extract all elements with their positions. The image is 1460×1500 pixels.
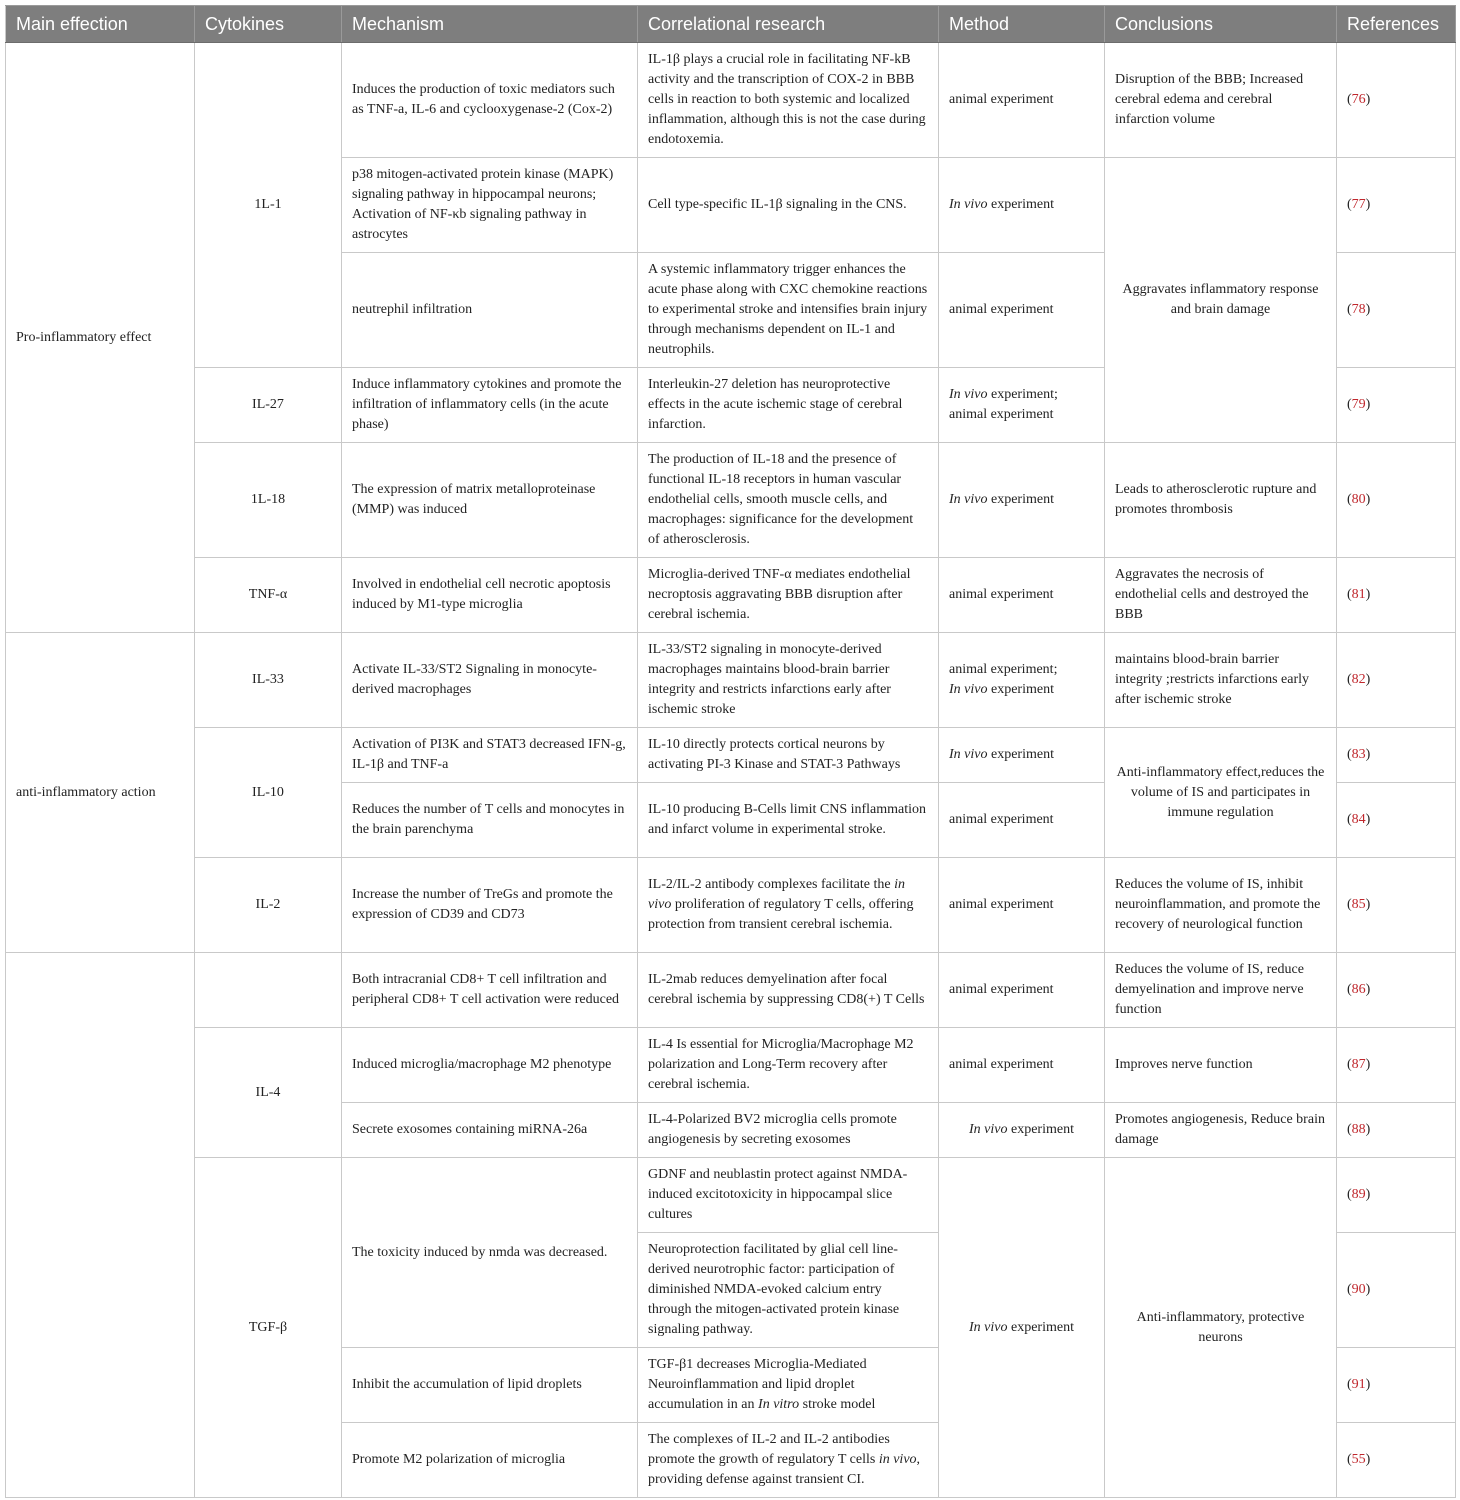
reference-link[interactable]: (81) [1337,558,1456,633]
conclusion-cell: Disruption of the BBB; Increased cerebral edema and cerebral infarction volume [1105,43,1337,158]
table-row [6,558,1456,633]
reference-link[interactable]: (90) [1337,1233,1456,1348]
reference-link[interactable]: (82) [1337,633,1456,728]
mechanism-cell: Increase the number of TreGs and promote the expression of CD39 and CD73 [342,858,638,953]
reference-link[interactable]: (55) [1337,1423,1456,1498]
reference-link[interactable]: (83) [1337,728,1456,783]
conclusion-cell: Aggravates the necrosis of endothelial cells and destroyed the BBB [1105,558,1337,633]
main-effection-cell: Pro-inflammatory effect [6,43,195,633]
mechanism-cell: Promote M2 polarization of microglia [342,1423,638,1498]
table-row [6,1158,1456,1233]
main-effection-cell [6,953,195,1498]
research-cell: Cell type-specific IL-1β signaling in the CNS. [638,158,939,253]
conclusion-cell: Promotes angiogenesis, Reduce brain damage [1105,1103,1337,1158]
cytokine-cell: 1L-18 [195,443,342,558]
reference-link[interactable]: (77) [1337,158,1456,253]
research-cell: Interleukin-27 deletion has neuroprotective effects in the acute ischemic stage of cerebral infarction. [638,368,939,443]
cytokine-cell [195,953,342,1028]
mechanism-cell: Activation of PI3K and STAT3 decreased IFN-g, IL-1β and TNF-a [342,728,638,783]
method-cell: In vivo experiment [939,728,1105,783]
reference-link[interactable]: (76) [1337,43,1456,158]
cytokine-cell: IL-4 [195,1028,342,1158]
mechanism-cell: Activate IL-33/ST2 Signaling in monocyte-derived macrophages [342,633,638,728]
table-row [6,43,1456,158]
method-cell: animal experiment; In vivo experiment [939,633,1105,728]
mechanism-cell: Both intracranial CD8+ T cell infiltration and peripheral CD8+ T cell activation were reduced [342,953,638,1028]
mechanism-cell: Induces the production of toxic mediators such as TNF-a, IL-6 and cyclooxygenase-2 (Cox-2) [342,43,638,158]
conclusion-cell: Improves nerve function [1105,1028,1337,1103]
research-cell: IL-1β plays a crucial role in facilitating NF-kB activity and the transcription of COX-2 in BBB cells in reaction to both systemic and localized inflammation, although this is not the case during endotoxemia. [638,43,939,158]
method-cell: animal experiment [939,43,1105,158]
header-cytokines: Cytokines [195,6,342,43]
reference-link[interactable]: (80) [1337,443,1456,558]
cytokine-cell: TGF-β [195,1158,342,1498]
reference-link[interactable]: (91) [1337,1348,1456,1423]
table-row [6,443,1456,558]
cytokine-table [5,5,1456,1498]
research-cell: GDNF and neublastin protect against NMDA-induced excitotoxicity in hippocampal slice cultures [638,1158,939,1233]
header-mechanism: Mechanism [342,6,638,43]
header-conclusions: Conclusions [1105,6,1337,43]
header-row [6,6,1456,43]
research-cell: IL-4-Polarized BV2 microglia cells promote angiogenesis by secreting exosomes [638,1103,939,1158]
mechanism-cell: Reduces the number of T cells and monocytes in the brain parenchyma [342,783,638,858]
conclusion-cell: maintains blood-brain barrier integrity ;restricts infarctions early after ischemic stroke [1105,633,1337,728]
reference-link[interactable]: (88) [1337,1103,1456,1158]
method-cell: In vivo experiment [939,158,1105,253]
research-cell: Neuroprotection facilitated by glial cell line-derived neurotrophic factor: participation of diminished NMDA-evoked calcium entry through the mitogen-activated protein kinase signaling pathway. [638,1233,939,1348]
method-cell: animal experiment [939,858,1105,953]
research-cell: IL-10 directly protects cortical neurons by activating PI-3 Kinase and STAT-3 Pathways [638,728,939,783]
table-row [6,858,1456,953]
research-cell: TGF-β1 decreases Microglia-Mediated Neuroinflammation and lipid droplet accumulation in an In vitro stroke model [638,1348,939,1423]
research-cell: The complexes of IL-2 and IL-2 antibodies promote the growth of regulatory T cells in vivo, providing defense against transient CI. [638,1423,939,1498]
conclusion-cell: Leads to atherosclerotic rupture and promotes thrombosis [1105,443,1337,558]
header-main-effection: Main effection [6,6,195,43]
main-effection-cell: anti-inflammatory action [6,633,195,953]
cytokine-cell: IL-10 [195,728,342,858]
method-cell: animal experiment [939,953,1105,1028]
header-correlational-research: Correlational research [638,6,939,43]
mechanism-cell: Secrete exosomes containing miRNA-26a [342,1103,638,1158]
conclusion-cell: Reduces the volume of IS, inhibit neuroinflammation, and promote the recovery of neurological function [1105,858,1337,953]
method-cell: In vivo experiment; animal experiment [939,368,1105,443]
conclusion-cell: Anti-inflammatory effect,reduces the volume of IS and participates in immune regulation [1105,728,1337,858]
research-cell: IL-2mab reduces demyelination after focal cerebral ischemia by suppressing CD8(+) T Cells [638,953,939,1028]
cytokine-cell: IL-2 [195,858,342,953]
header-method: Method [939,6,1105,43]
method-cell: animal experiment [939,783,1105,858]
method-cell: In vivo experiment [939,1158,1105,1498]
research-cell: The production of IL-18 and the presence of functional IL-18 receptors in human vascular endothelial cells, smooth muscle cells, and macrophages: significance for the development of atherosclerosis. [638,443,939,558]
conclusion-cell: Aggravates inflammatory response and brain damage [1105,158,1337,443]
method-cell: animal experiment [939,558,1105,633]
mechanism-cell: p38 mitogen-activated protein kinase (MAPK) signaling pathway in hippocampal neurons; Activation of NF-κb signaling pathway in astrocytes [342,158,638,253]
research-cell: Microglia-derived TNF-α mediates endothelial necroptosis aggravating BBB disruption after cerebral ischemia. [638,558,939,633]
mechanism-cell: The toxicity induced by nmda was decreased. [342,1158,638,1348]
mechanism-cell: Inhibit the accumulation of lipid droplets [342,1348,638,1423]
mechanism-cell: The expression of matrix metalloproteinase (MMP) was induced [342,443,638,558]
research-cell: IL-33/ST2 signaling in monocyte-derived macrophages maintains blood-brain barrier integrity and restricts infarctions early after ischemic stroke [638,633,939,728]
cytokine-cell: TNF-α [195,558,342,633]
method-cell: In vivo experiment [939,443,1105,558]
table-row [6,633,1456,728]
reference-link[interactable]: (84) [1337,783,1456,858]
reference-link[interactable]: (79) [1337,368,1456,443]
research-cell: IL-4 Is essential for Microglia/Macrophage M2 polarization and Long-Term recovery after cerebral ischemia. [638,1028,939,1103]
reference-link[interactable]: (87) [1337,1028,1456,1103]
mechanism-cell: Induced microglia/macrophage M2 phenotype [342,1028,638,1103]
table-row [6,728,1456,783]
method-cell: In vivo experiment [939,1103,1105,1158]
method-cell: animal experiment [939,253,1105,368]
reference-link[interactable]: (85) [1337,858,1456,953]
table-row [6,1028,1456,1103]
cytokine-cell: IL-27 [195,368,342,443]
research-cell: A systemic inflammatory trigger enhances the acute phase along with CXC chemokine reactions to experimental stroke and intensifies brain injury through mechanisms dependent on IL-1 and neutrophils. [638,253,939,368]
table-row [6,953,1456,1028]
research-cell: IL-2/IL-2 antibody complexes facilitate the in vivo proliferation of regulatory T cells, offering protection from transient cerebral ischemia. [638,858,939,953]
conclusion-cell: Reduces the volume of IS, reduce demyelination and improve nerve function [1105,953,1337,1028]
mechanism-cell: Induce inflammatory cytokines and promote the infiltration of inflammatory cells (in the acute phase) [342,368,638,443]
cytokine-cell: IL-33 [195,633,342,728]
cytokine-cell: 1L-1 [195,43,342,368]
reference-link[interactable]: (78) [1337,253,1456,368]
research-cell: IL-10 producing B-Cells limit CNS inflammation and infarct volume in experimental stroke. [638,783,939,858]
method-cell: animal experiment [939,1028,1105,1103]
mechanism-cell: Involved in endothelial cell necrotic apoptosis induced by M1-type microglia [342,558,638,633]
header-references: References [1337,6,1456,43]
conclusion-cell: Anti-inflammatory, protective neurons [1105,1158,1337,1498]
mechanism-cell: neutrephil infiltration [342,253,638,368]
reference-link[interactable]: (86) [1337,953,1456,1028]
reference-link[interactable]: (89) [1337,1158,1456,1233]
